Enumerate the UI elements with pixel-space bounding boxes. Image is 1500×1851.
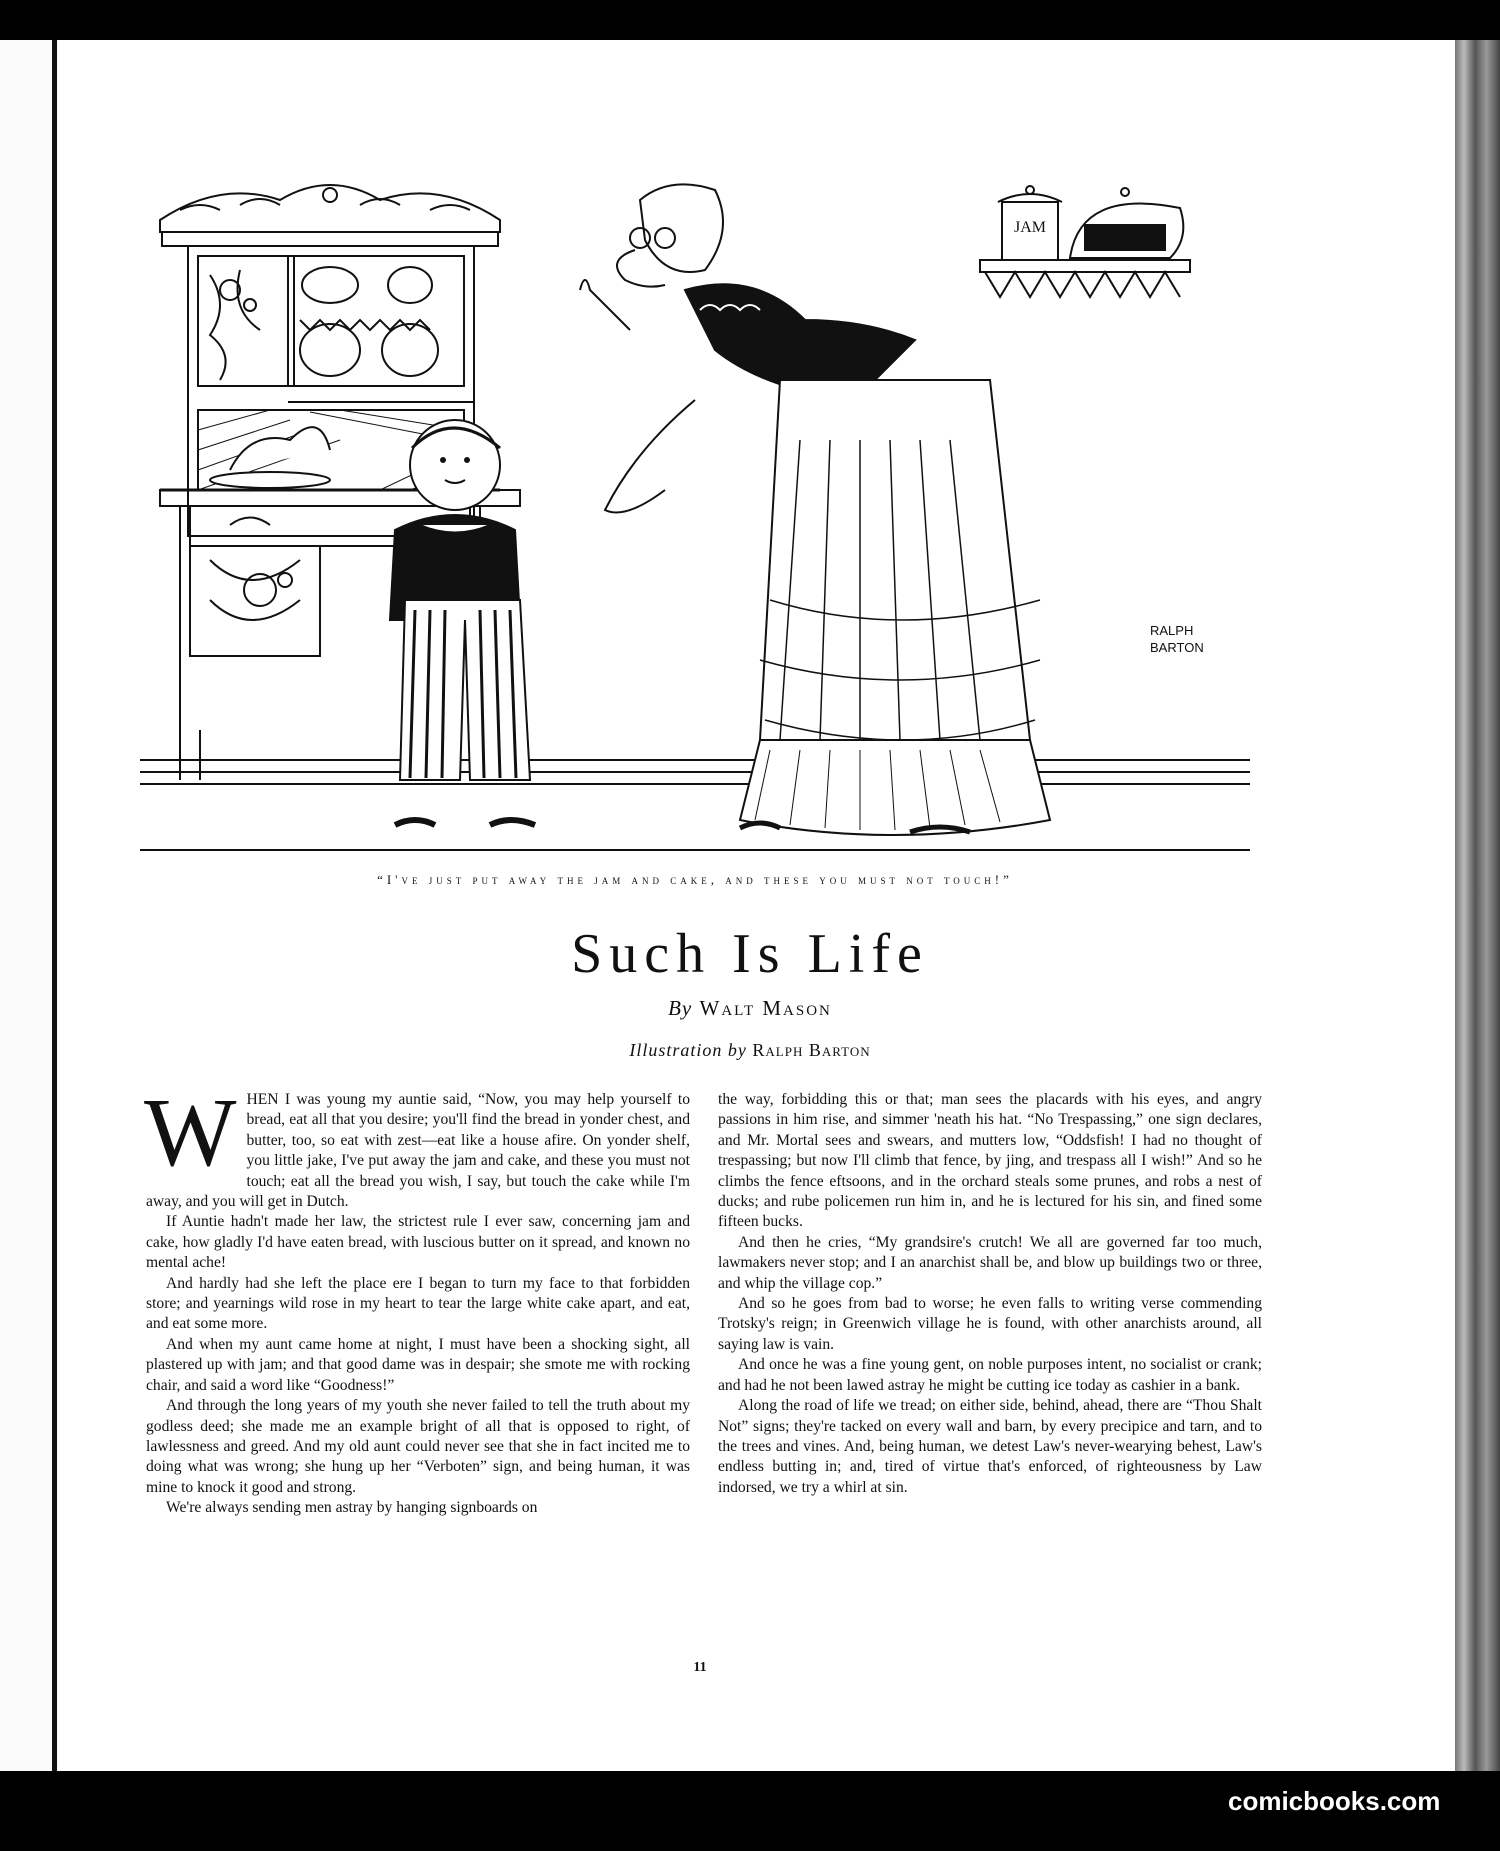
paragraph: And so he goes from bad to worse; he even falls to writing verse commending Trotsky's reign; in Greenwich village he is found, with other anarchists around, all saying law is vain. <box>718 1295 1262 1353</box>
paragraph: We're always sending men astray by hanging signboards on <box>166 1499 538 1517</box>
floor-lines <box>140 760 1250 850</box>
artist-signature <box>1150 623 1204 655</box>
book-edge <box>1455 40 1500 1771</box>
illustration-caption: “I've just put away the jam and cake, and these you must not touch!” <box>377 872 1013 887</box>
site-watermark: comicbooks.com <box>1228 1786 1441 1816</box>
credit-prefix: Illustration by <box>629 1040 747 1060</box>
drop-cap: W <box>144 1079 237 1187</box>
paragraph: And through the long years of my youth she never failed to tell the truth about my godless deed; she made me an example bright of all that is opposed to right, of lawlessness and greed. And my old aunt could never see that she in fact incited me to doing what was wrong; she hung up her “Verboten” sign, and being human, it was mine to knock it good and strong. <box>146 1397 690 1496</box>
shelf-with-jam-and-cake <box>980 186 1190 297</box>
jam-jar-label: JAM <box>1013 219 1047 236</box>
binding-gutter <box>52 40 57 1771</box>
paragraph: And when my aunt came home at night, I must have been a shocking sight, all plastered up with jam; and that good dame was in despair; she smote me with rocking chair, and said a word like “Goodness!” <box>146 1335 690 1394</box>
paragraph: And then he cries, “My grandsire's crutch! We all are governed far too much, lawmakers never stop; and I an anarchist shall be, and blow up buildings two or three, and whip the village cop.” <box>718 1233 1262 1292</box>
paragraph: the way, forbidding this or that; man sees the placards with his eyes, and angry passions in him rise, and simmer 'neath his hat. “No Trespassing,” one sign declares, and Mr. Mortal sees and swears, and mutters low, “Oddsfish! I had no thought of trespassing; but now I'll climb that fence, by jing, and trespass all I wish!” And so he climbs the fence eftsoons, and in the orchard steals some prunes, and robs a nest of ducks; and rube policemen run him in, and he is lectured for his sin, and fined some fifteen bucks. <box>718 1091 1262 1231</box>
paragraph: If Auntie hadn't made her law, the strictest rule I ever saw, concerning jam and cake, how gladly I'd have eaten bread, with luscious butter on it spread, and known no mental ache! <box>146 1213 690 1272</box>
text-column-left <box>144 1079 690 1519</box>
illustration-aunt-and-boy <box>140 180 1250 860</box>
paragraph: WHEN I was young my auntie said, “Now, you may help yourself to bread, eat all that you desire; you'll find the bread in yonder chest, and butter, too, so eat with zest—eat like a house afire. On yonder shelf, you little jake, I've put away the jam and cake, and these you must not touch; eat all the bread you wish, I say, but touch the cake while I'm away, and you will get in Dutch. <box>144 1079 690 1211</box>
text-column-right <box>718 1090 1262 1498</box>
previous-page-edge <box>0 40 58 1771</box>
paragraph: And once he was a fine young gent, on noble purposes intent, no socialist or crank; and had he not been lawed astray he might be cutting ice today as cashier in a bank. <box>718 1356 1262 1394</box>
boy-figure <box>390 420 535 825</box>
author-name: Walt Mason <box>699 996 832 1020</box>
page-number: 11 <box>693 1660 707 1675</box>
byline <box>300 996 1200 1021</box>
svg-text:BARTON: BARTON <box>1150 640 1204 655</box>
paragraph: Along the road of life we tread; on either side, behind, ahead, there are “Thou Shalt Not” signs; they're tacked on every wall and barn, by every precipice and tarn, and to the trees and vines. And, being human, we detest Law's never-wearying behest, Law's endless butting in; and, tired of virtue that's enforced, of righteousness by Law indorsed, we try a whirl at sin. <box>718 1397 1262 1496</box>
byline-prefix: By <box>668 996 693 1020</box>
illustrator-name: Ralph Barton <box>752 1040 871 1060</box>
paragraph: And hardly had she left the place ere I began to turn my face to that forbidden store; and yearnings wild rose in my heart to tear the large white cake apart, and eat, and eat some more. <box>146 1274 690 1333</box>
aunt-figure <box>580 184 1050 835</box>
svg-text:RALPH: RALPH <box>1150 623 1194 638</box>
article-title: Such Is Life <box>571 923 929 985</box>
illustration-credit <box>300 1040 1200 1061</box>
